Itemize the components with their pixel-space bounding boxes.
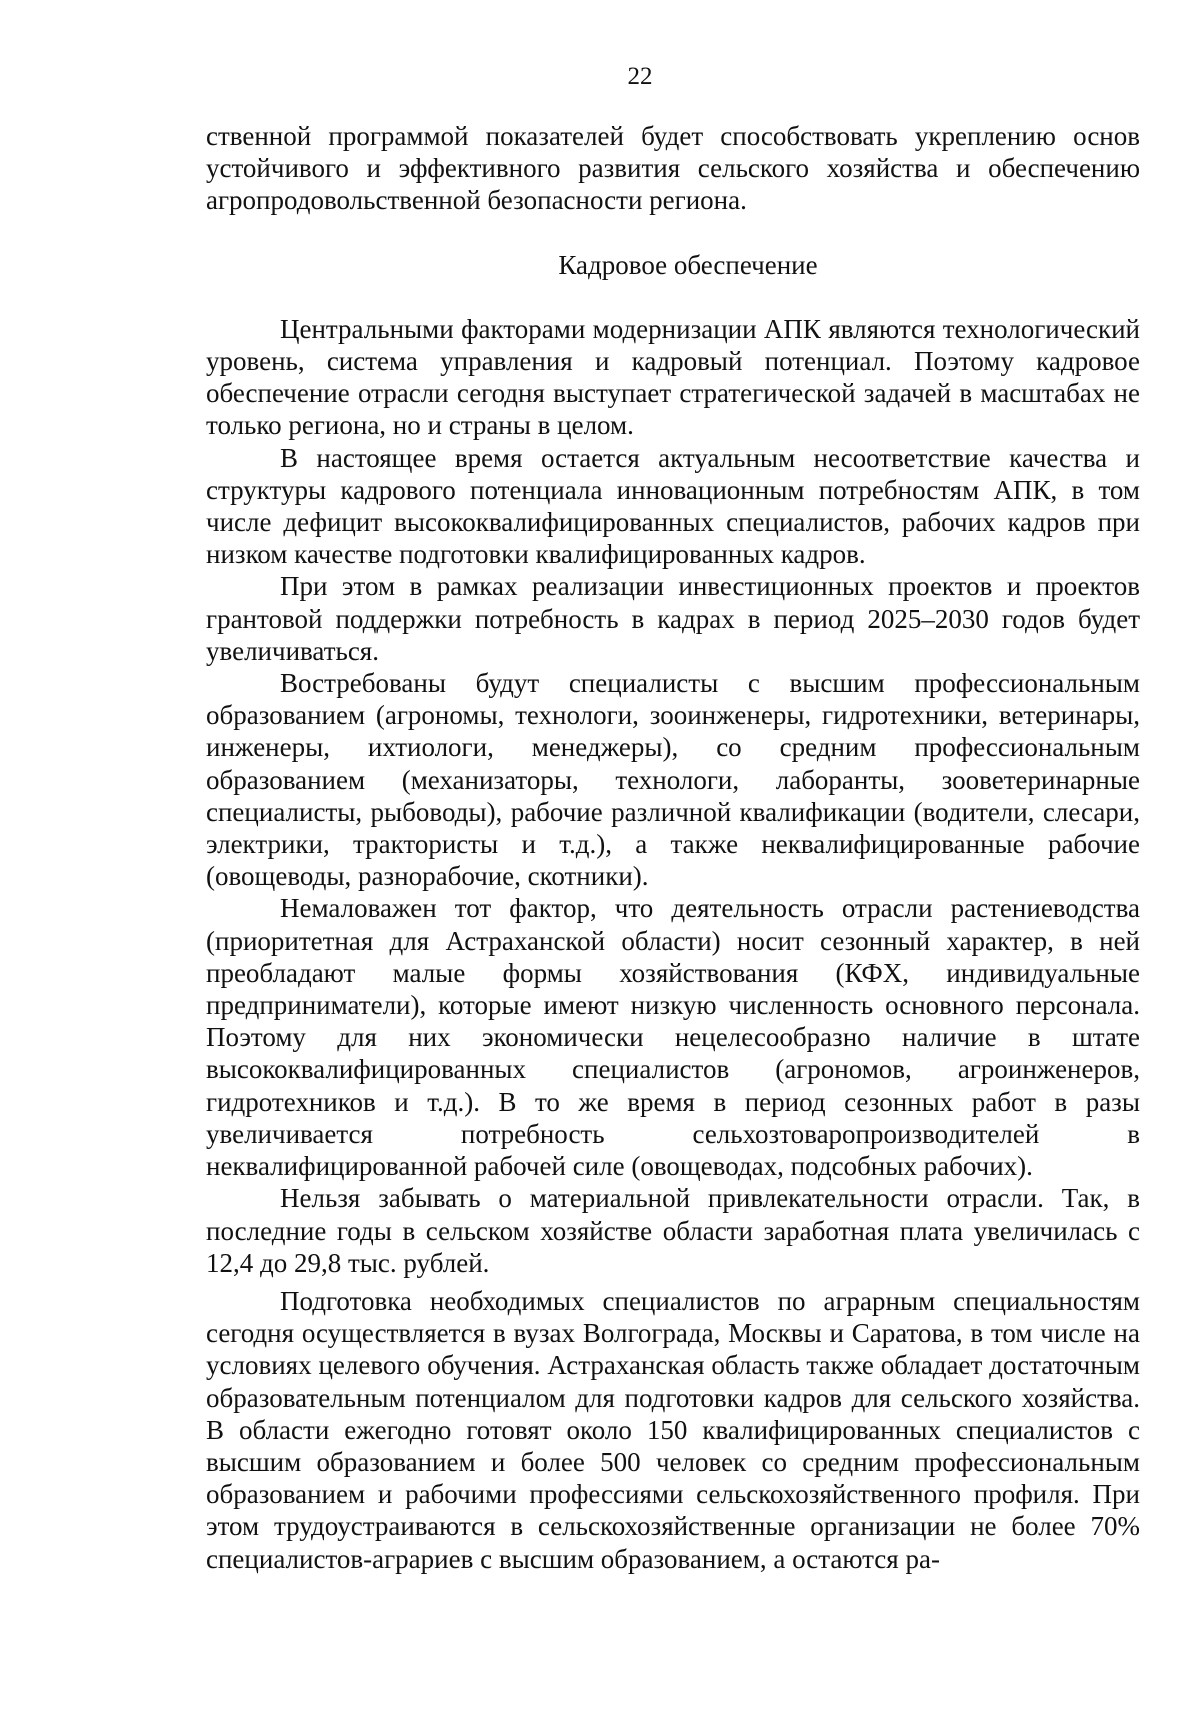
paragraph-7: Подготовка необходимых специалистов по аграрным специальностям сегодня осуществляется в вузах Волгограда, Москвы и Саратова, в том числе на условиях целевого обучения. Астраханская область также обладает достаточным образовательным потенциалом для подготовки кадров для сельского хозяйства. В области ежегодно готовят около 150 квалифицированных специалистов с высшим образованием и более 500 человек со средним профессиональным образованием и рабочими профессиями сельскохозяйственного профиля. При этом трудоустраиваются в сельскохозяйственные организации не более 70% специалистов-аграриев с высшим образованием, а остаются ра- <box>206 1285 1140 1574</box>
paragraph-5: Немаловажен тот фактор, что деятельность отрасли растениеводства (приоритетная для Астраханской области) носит сезонный характер, в ней преобладают малые формы хозяйствования (КФХ, индивидуальные предприниматели), которые имеют низкую численность основного персонала. Поэтому для них экономически нецелесообразно наличие в штате высококвалифицированных специалистов (агрономов, агроинженеров, гидротехников и т.д.). В то же время в период сезонных работ в разы увеличивается потребность сельхозтоваропроизводителей в неквалифицированной рабочей силе (овощеводах, подсобных рабочих). <box>206 893 1140 1182</box>
document-body <box>206 120 1140 1575</box>
paragraph-4: Востребованы будут специалисты с высшим профессиональным образованием (агрономы, технологи, зооинженеры, гидротехники, ветеринары, инженеры, ихтиологи, менеджеры), со средним профессиональным образованием (механизаторы, технологи, лаборанты, зооветеринарные специалисты, рыбоводы), рабочие различной квалификации (водители, слесари, электрики, трактористы и т.д.), а также неквалифицированные рабочие (овощеводы, разнорабочие, скотники). <box>206 668 1140 892</box>
page-number: 22 <box>627 63 653 90</box>
section-heading: Кадровое обеспечение <box>558 249 818 280</box>
paragraph-2: В настоящее время остается актуальным несоответствие качества и структуры кадрового потенциала инновационным потребностям АПК, в том числе дефицит высококвалифицированных специалистов, рабочих кадров при низком качестве подготовки квалифицированных кадров. <box>206 442 1140 570</box>
intro-paragraph: ственной программой показателей будет способствовать укреплению основ устойчивого и эффективного развития сельского хозяйства и обеспечению агропродовольственной безопасности региона. <box>206 121 1140 216</box>
paragraph-3: При этом в рамках реализации инвестиционных проектов и проектов грантовой поддержки потребность в кадрах в период 2025–2030 годов будет увеличиваться. <box>206 571 1140 666</box>
paragraph-1: Центральными факторами модернизации АПК являются технологический уровень, система управления и кадровый потенциал. Поэтому кадровое обеспечение отрасли сегодня выступает стратегической задачей в масштабах не только региона, но и страны в целом. <box>206 313 1140 441</box>
paragraph-6: Нельзя забывать о материальной привлекательности отрасли. Так, в последние годы в сельском хозяйстве области заработная плата увеличилась с 12,4 до 29,8 тыс. рублей. <box>206 1183 1140 1278</box>
